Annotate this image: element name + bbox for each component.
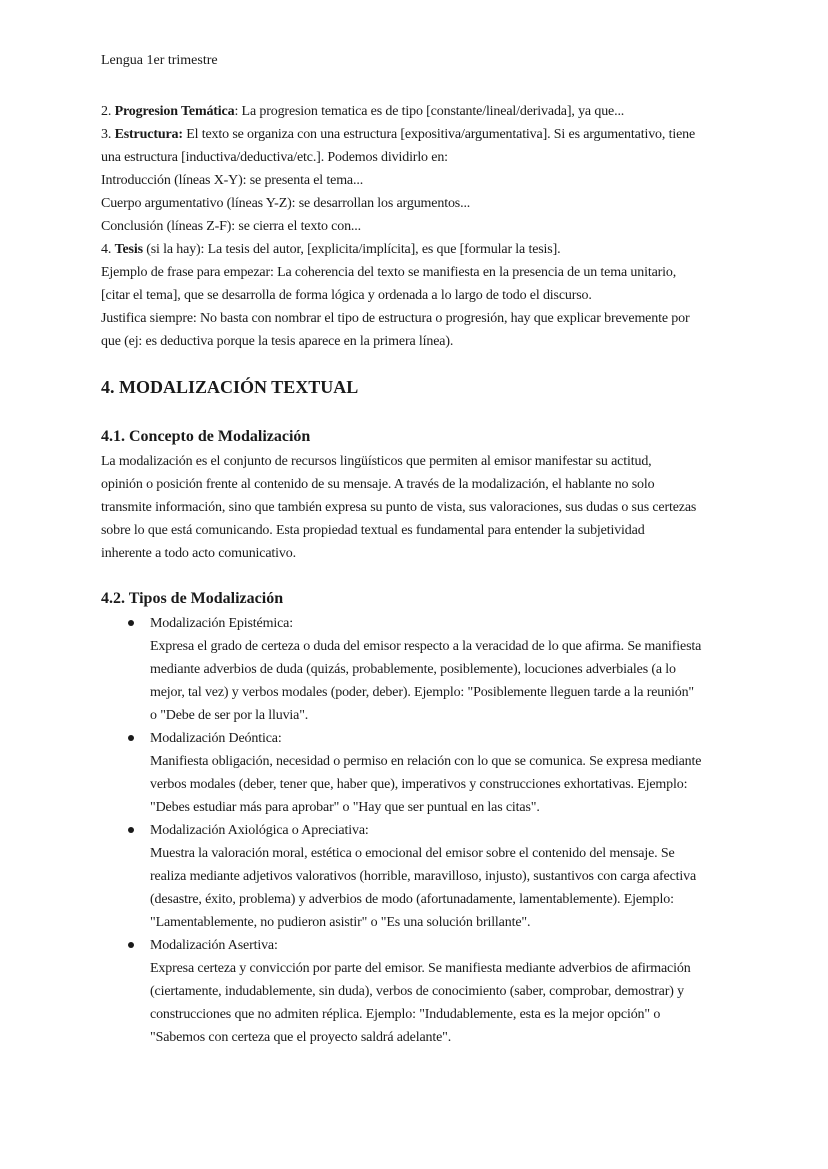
list-item-line: Expresa el grado de certeza o duda del emisor respecto a la veracidad de lo que afirma. Se manifiesta bbox=[150, 639, 702, 654]
justify-line: que (ej: es deductiva porque la tesis aparece en la primera línea). bbox=[101, 334, 454, 349]
item-label: Tesis bbox=[114, 242, 143, 257]
paragraph-line: La modalización es el conjunto de recursos lingüísticos que permiten al emisor manifestar su actitud, bbox=[101, 454, 652, 469]
paragraph-line: inherente a todo acto comunicativo. bbox=[101, 546, 296, 561]
list-item-line: Muestra la valoración moral, estética o emocional del emisor sobre el contenido del mensaje. Se bbox=[150, 846, 675, 861]
section-title: 4. MODALIZACIÓN TEXTUAL bbox=[101, 377, 359, 397]
bullet-icon bbox=[128, 735, 134, 741]
bullet-icon bbox=[128, 827, 134, 833]
list-item-line: "Sabemos con certeza que el proyecto saldrá adelante". bbox=[150, 1030, 452, 1045]
list-item-line: realiza mediante adjetivos valorativos (horrible, maravilloso, injusto), sustantivos con carga afectiva bbox=[150, 869, 697, 884]
bullet-icon bbox=[128, 620, 134, 626]
list-item-line: construcciones que no admiten réplica. Ejemplo: "Indudablemente, esta es la mejor opción" o bbox=[150, 1007, 661, 1022]
list-item-line: verbos modales (deber, tener que, haber que), imperativos y construcciones exhortativas. Ejemplo: bbox=[150, 777, 688, 792]
page-header: Lengua 1er trimestre bbox=[101, 53, 218, 68]
item-number: 4. bbox=[101, 242, 115, 257]
item-tesis bbox=[101, 238, 560, 261]
example-line: Ejemplo de frase para empezar: La coherencia del texto se manifiesta en la presencia de un tema unitario, bbox=[101, 265, 677, 280]
paragraph-line: opinión o posición frente al contenido de su mensaje. A través de la modalización, el hablante no solo bbox=[101, 477, 655, 492]
item-label: Progresion Temática bbox=[114, 104, 235, 119]
list-item-line: Manifiesta obligación, necesidad o permiso en relación con lo que se comunica. Se expresa mediante bbox=[150, 754, 702, 769]
list-item-title: Modalización Axiológica o Apreciativa: bbox=[150, 823, 369, 838]
list-item-line: (desastre, éxito, problema) y adverbios de modo (afortunadamente, lamentablemente). Ejemplo: bbox=[150, 892, 674, 907]
item-text: El texto se organiza con una estructura [expositiva/argumentativa]. Si es argumentativo, tiene bbox=[182, 127, 696, 142]
bullet-icon bbox=[128, 942, 134, 948]
list-item-line: "Debes estudiar más para aprobar" o "Hay que ser puntual en las citas". bbox=[150, 800, 540, 815]
structure-line: Conclusión (líneas Z-F): se cierra el texto con... bbox=[101, 219, 361, 234]
paragraph-line: transmite información, sino que también expresa su punto de vista, sus valoraciones, sus dudas o sus certezas bbox=[101, 500, 697, 515]
item-text: : La progresion tematica es de tipo [constante/lineal/derivada], ya que... bbox=[234, 104, 625, 119]
list-item-line: Expresa certeza y convicción por parte del emisor. Se manifiesta mediante adverbios de afirmación bbox=[150, 961, 691, 976]
item-label: Estructura: bbox=[114, 127, 183, 142]
list-item-line: mejor, tal vez) y verbos modales (poder, deber). Ejemplo: "Posiblemente lleguen tarde a la reunión" bbox=[150, 685, 694, 700]
structure-line: Introducción (líneas X-Y): se presenta el tema... bbox=[101, 173, 364, 188]
list-item-title: Modalización Asertiva: bbox=[150, 938, 278, 953]
list-item-line: mediante adverbios de duda (quizás, probablemente, posiblemente), locuciones adverbiales (a lo bbox=[150, 662, 676, 677]
item-number: 2. bbox=[101, 104, 115, 119]
item-estructura bbox=[101, 123, 695, 146]
item-text: (si la hay): La tesis del autor, [explicita/implícita], es que [formular la tesis]. bbox=[142, 242, 561, 257]
subsection-title: 4.2. Tipos de Modalización bbox=[101, 590, 284, 607]
list-item-line: "Lamentablemente, no pudieron asistir" o "Es una solución brillante". bbox=[150, 915, 531, 930]
item-number: 3. bbox=[101, 127, 115, 142]
item-progresion bbox=[101, 100, 624, 123]
example-line: [citar el tema], que se desarrolla de forma lógica y ordenada a lo largo de todo el discurso. bbox=[101, 288, 592, 303]
item-estructura-cont: una estructura [inductiva/deductiva/etc.]. Podemos dividirlo en: bbox=[101, 150, 448, 165]
paragraph-line: sobre lo que está comunicando. Esta propiedad textual es fundamental para entender la subjetividad bbox=[101, 523, 645, 538]
list-item-line: o "Debe de ser por la lluvia". bbox=[150, 708, 309, 723]
structure-line: Cuerpo argumentativo (líneas Y-Z): se desarrollan los argumentos... bbox=[101, 196, 471, 211]
justify-line: Justifica siempre: No basta con nombrar el tipo de estructura o progresión, hay que explicar brevemente por bbox=[101, 311, 690, 326]
list-item-title: Modalización Deóntica: bbox=[150, 731, 282, 746]
subsection-title: 4.1. Concepto de Modalización bbox=[101, 428, 311, 445]
list-item-line: (ciertamente, indudablemente, sin duda), verbos de conocimiento (saber, comprobar, demostrar) y bbox=[150, 984, 684, 999]
list-item-title: Modalización Epistémica: bbox=[150, 616, 293, 631]
